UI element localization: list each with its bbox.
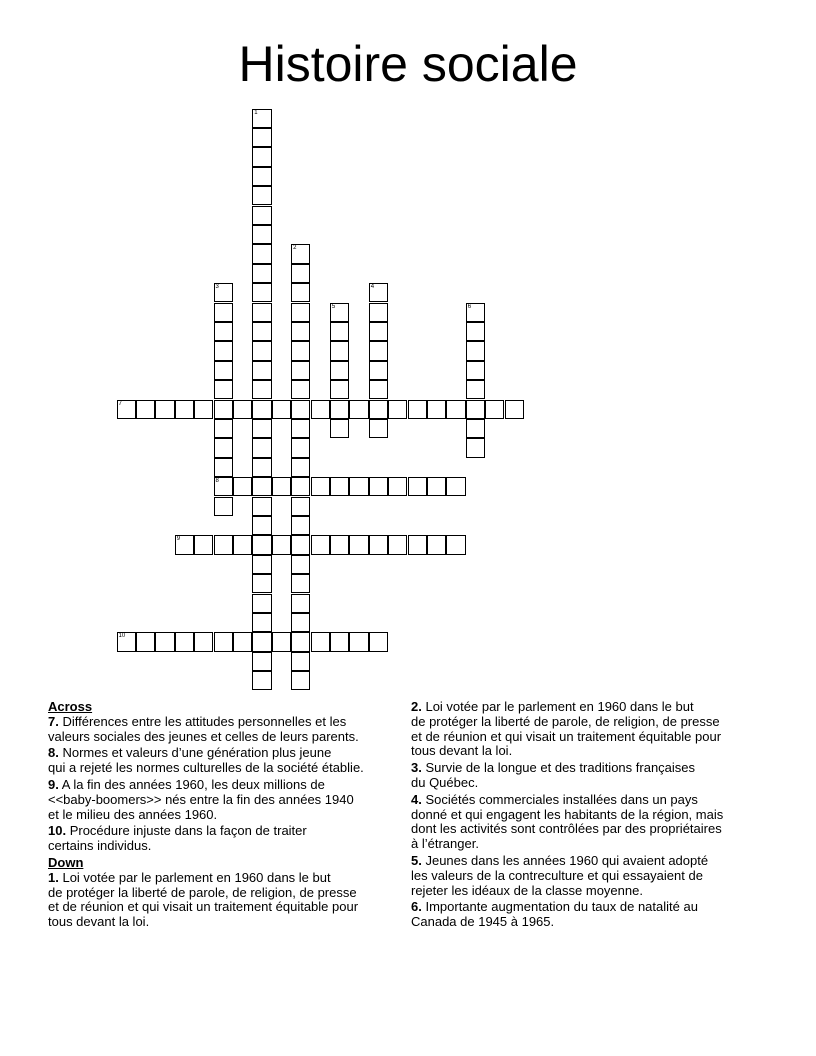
grid-cell[interactable] — [311, 632, 330, 651]
grid-cell[interactable] — [291, 594, 310, 613]
grid-cell[interactable] — [388, 535, 407, 554]
clue-text: Survie de la longue et des traditions françaises — [425, 760, 696, 776]
clue-item — [48, 824, 408, 854]
grid-cell[interactable] — [330, 535, 349, 554]
clue-number: 4 — [370, 284, 375, 291]
grid-cell[interactable] — [136, 632, 155, 651]
grid-cell[interactable] — [194, 400, 213, 419]
grid-cell[interactable] — [291, 671, 310, 690]
grid-cell[interactable] — [291, 477, 310, 496]
grid-cell[interactable] — [233, 535, 252, 554]
clue-number: 2 — [293, 245, 297, 252]
grid-cell[interactable] — [466, 341, 485, 360]
clue-text: Normes et valeurs d’une génération plus jeune — [62, 745, 332, 761]
grid-cell[interactable] — [369, 303, 388, 322]
grid-cell[interactable] — [175, 535, 194, 554]
grid-cell[interactable] — [194, 632, 213, 651]
grid-cell[interactable] — [252, 613, 271, 632]
clue-text: les valeurs de la contreculture et qui essayaient de — [411, 867, 703, 883]
grid-cell[interactable] — [291, 244, 310, 263]
grid-cell[interactable] — [252, 535, 271, 554]
grid-cell[interactable] — [446, 477, 465, 496]
grid-cell[interactable] — [388, 400, 407, 419]
grid-cell[interactable] — [369, 419, 388, 438]
grid-cell[interactable] — [466, 361, 485, 380]
grid-cell[interactable] — [214, 303, 233, 322]
clues-left-column — [48, 700, 408, 932]
clue-number: 1. — [48, 869, 59, 885]
clue-text: Canada de 1945 à 1965. — [411, 914, 555, 930]
grid-cell[interactable] — [214, 458, 233, 477]
grid-cell[interactable] — [291, 438, 310, 457]
grid-cell[interactable] — [311, 400, 330, 419]
clue-text: de protéger la liberté de parole, de religion, de presse — [48, 884, 357, 900]
clue-item — [411, 761, 771, 791]
grid-cell[interactable] — [214, 497, 233, 516]
grid-cell[interactable] — [252, 128, 271, 147]
clue-item — [48, 715, 408, 745]
grid-cell[interactable] — [155, 632, 174, 651]
clue-text: rejeter les idéaux de la classe moyenne. — [411, 882, 643, 898]
grid-cell[interactable] — [252, 303, 271, 322]
grid-cell[interactable] — [330, 632, 349, 651]
grid-cell[interactable] — [214, 438, 233, 457]
grid-cell[interactable] — [330, 400, 349, 419]
clue-text: tous devant la loi. — [411, 743, 513, 759]
grid-cell[interactable] — [117, 632, 136, 651]
grid-cell[interactable] — [214, 341, 233, 360]
clue-number: 10. — [48, 823, 67, 839]
grid-cell[interactable] — [330, 303, 349, 322]
clue-number: 10 — [118, 633, 126, 640]
grid-cell[interactable] — [291, 652, 310, 671]
grid-cell[interactable] — [252, 632, 271, 651]
grid-cell[interactable] — [408, 477, 427, 496]
grid-cell[interactable] — [136, 400, 155, 419]
grid-cell[interactable] — [214, 322, 233, 341]
grid-cell[interactable] — [214, 361, 233, 380]
grid-cell[interactable] — [369, 380, 388, 399]
grid-cell[interactable] — [427, 400, 446, 419]
grid-cell[interactable] — [233, 400, 252, 419]
grid-cell[interactable] — [252, 438, 271, 457]
grid-cell[interactable] — [233, 477, 252, 496]
grid-cell[interactable] — [214, 535, 233, 554]
grid-cell[interactable] — [349, 535, 368, 554]
grid-cell[interactable] — [330, 341, 349, 360]
clue-item — [48, 746, 408, 776]
grid-cell[interactable] — [311, 535, 330, 554]
grid-cell[interactable] — [291, 574, 310, 593]
clue-text: Procédure injuste dans la façon de traiter — [69, 823, 307, 839]
clue-number: 5 — [331, 303, 336, 310]
grid-cell[interactable] — [369, 361, 388, 380]
grid-cell[interactable] — [466, 438, 485, 457]
grid-cell[interactable] — [369, 400, 388, 419]
grid-cell[interactable] — [194, 535, 213, 554]
grid-cell[interactable] — [252, 244, 271, 263]
grid-cell[interactable] — [252, 186, 271, 205]
grid-cell[interactable] — [291, 303, 310, 322]
grid-cell[interactable] — [252, 671, 271, 690]
grid-cell[interactable] — [369, 632, 388, 651]
clue-item — [411, 900, 771, 930]
grid-cell[interactable] — [330, 361, 349, 380]
grid-cell[interactable] — [252, 574, 271, 593]
grid-cell[interactable] — [349, 477, 368, 496]
grid-cell[interactable] — [214, 632, 233, 651]
grid-cell[interactable] — [252, 652, 271, 671]
grid-cell[interactable] — [369, 341, 388, 360]
grid-cell[interactable] — [369, 283, 388, 302]
grid-cell[interactable] — [252, 555, 271, 574]
grid-cell[interactable] — [291, 341, 310, 360]
grid-cell[interactable] — [466, 400, 485, 419]
clue-text: Loi votée par le parlement en 1960 dans le but — [425, 699, 694, 714]
across-clue-list — [48, 715, 408, 854]
clue-number: 1 — [254, 109, 258, 116]
clue-number: 9 — [176, 536, 181, 543]
clue-text: certains individus. — [48, 838, 152, 854]
clue-item — [411, 793, 771, 852]
clue-text: <<baby-boomers>> nés entre la fin des années 1940 — [48, 791, 354, 807]
grid-cell[interactable] — [408, 535, 427, 554]
grid-cell[interactable] — [291, 380, 310, 399]
clue-text: et le milieu des années 1960. — [48, 806, 218, 822]
grid-cell[interactable] — [252, 497, 271, 516]
grid-cell[interactable] — [272, 535, 291, 554]
clue-text: Jeunes dans les années 1960 qui avaient adopté — [425, 852, 709, 868]
grid-cell[interactable] — [175, 632, 194, 651]
clue-number: 3. — [411, 760, 422, 776]
clue-number: 9. — [48, 776, 59, 792]
clue-text: valeurs sociales des jeunes et celles de leurs parents. — [48, 728, 359, 744]
grid-cell[interactable] — [214, 419, 233, 438]
grid-cell[interactable] — [291, 555, 310, 574]
grid-cell[interactable] — [252, 400, 271, 419]
grid-cell[interactable] — [214, 283, 233, 302]
clue-number: 8. — [48, 745, 59, 761]
grid-cell[interactable] — [252, 341, 271, 360]
grid-cell[interactable] — [427, 535, 446, 554]
grid-cell[interactable] — [272, 400, 291, 419]
clue-text: Importante augmentation du taux de natalité au — [425, 899, 698, 915]
grid-cell[interactable] — [252, 594, 271, 613]
grid-cell[interactable] — [252, 225, 271, 244]
clue-number: 7 — [118, 400, 122, 407]
grid-cell[interactable] — [252, 109, 271, 128]
down-heading: Down — [48, 854, 84, 870]
grid-cell[interactable] — [117, 400, 136, 419]
clue-text: dont les activités sont contrôlées par des propriétaires — [411, 821, 722, 837]
grid-cell[interactable] — [291, 283, 310, 302]
grid-cell[interactable] — [388, 477, 407, 496]
grid-cell[interactable] — [291, 516, 310, 535]
grid-cell[interactable] — [311, 477, 330, 496]
grid-cell[interactable] — [466, 303, 485, 322]
grid-cell[interactable] — [446, 535, 465, 554]
grid-cell[interactable] — [214, 477, 233, 496]
clue-number: 8 — [215, 478, 219, 485]
grid-cell[interactable] — [330, 380, 349, 399]
clue-text: Sociétés commerciales installées dans un pays — [425, 791, 698, 807]
grid-cell[interactable] — [214, 400, 233, 419]
clue-number: 5. — [411, 852, 422, 868]
clue-text: donné et qui engagent les habitants de la région, mais — [411, 806, 724, 822]
clue-number: 4. — [411, 791, 422, 807]
clue-number: 2. — [411, 699, 422, 714]
grid-cell[interactable] — [252, 167, 271, 186]
grid-cell[interactable] — [349, 400, 368, 419]
grid-cell[interactable] — [291, 264, 310, 283]
grid-cell[interactable] — [291, 400, 310, 419]
grid-cell[interactable] — [175, 400, 194, 419]
clue-text: A la fin des années 1960, les deux millions de — [61, 776, 325, 792]
down-clue-list — [48, 871, 408, 930]
grid-cell[interactable] — [408, 400, 427, 419]
clue-text: du Québec. — [411, 774, 479, 790]
grid-cell[interactable] — [252, 458, 271, 477]
grid-cell[interactable] — [214, 380, 233, 399]
grid-cell[interactable] — [252, 380, 271, 399]
grid-cell[interactable] — [291, 322, 310, 341]
grid-cell[interactable] — [291, 497, 310, 516]
grid-cell[interactable] — [252, 206, 271, 225]
grid-cell[interactable] — [291, 361, 310, 380]
clue-text: de protéger la liberté de parole, de religion, de presse — [411, 713, 720, 729]
page-title: Histoire sociale — [238, 36, 578, 92]
grid-cell[interactable] — [330, 419, 349, 438]
grid-cell[interactable] — [291, 535, 310, 554]
grid-cell[interactable] — [233, 632, 252, 651]
clue-number: 6. — [411, 899, 422, 915]
clue-number: 7. — [48, 713, 59, 729]
grid-cell[interactable] — [252, 361, 271, 380]
grid-cell[interactable] — [369, 322, 388, 341]
grid-cell[interactable] — [291, 419, 310, 438]
grid-cell[interactable] — [466, 322, 485, 341]
grid-cell[interactable] — [155, 400, 174, 419]
across-heading: Across — [48, 699, 93, 714]
grid-cell[interactable] — [466, 419, 485, 438]
grid-cell[interactable] — [291, 613, 310, 632]
clue-text: et de réunion et qui visait un traitement équitable pour — [411, 728, 722, 744]
clue-item — [48, 778, 408, 822]
grid-cell[interactable] — [485, 400, 504, 419]
grid-cell[interactable] — [466, 380, 485, 399]
clue-item — [411, 700, 771, 759]
grid-cell[interactable] — [252, 283, 271, 302]
grid-cell[interactable] — [349, 632, 368, 651]
clue-item — [411, 854, 771, 898]
grid-cell[interactable] — [369, 477, 388, 496]
clue-item — [48, 871, 408, 930]
clue-text: et de réunion et qui visait un traitement équitable pour — [48, 899, 359, 915]
clue-number: 3 — [215, 284, 219, 291]
grid-cell[interactable] — [446, 400, 465, 419]
grid-cell[interactable] — [272, 632, 291, 651]
grid-cell[interactable] — [252, 322, 271, 341]
grid-cell[interactable] — [505, 400, 524, 419]
grid-cell[interactable] — [252, 264, 271, 283]
clue-text: Loi votée par le parlement en 1960 dans le but — [62, 869, 331, 885]
clue-text: à l’étranger. — [411, 836, 479, 852]
grid-cell[interactable] — [252, 516, 271, 535]
grid-cell[interactable] — [291, 632, 310, 651]
clues-right-column — [411, 700, 771, 932]
grid-cell[interactable] — [330, 322, 349, 341]
grid-cell[interactable] — [330, 477, 349, 496]
grid-cell[interactable] — [427, 477, 446, 496]
clue-text: qui a rejeté les normes culturelles de la société établie. — [48, 760, 364, 776]
down-clue-list-continued — [411, 700, 771, 930]
grid-cell[interactable] — [252, 147, 271, 166]
grid-cell[interactable] — [291, 458, 310, 477]
clue-text: tous devant la loi. — [48, 914, 150, 930]
grid-cell[interactable] — [369, 535, 388, 554]
clue-text: Différences entre les attitudes personnelles et les — [62, 713, 347, 729]
grid-cell[interactable] — [252, 419, 271, 438]
grid-cell[interactable] — [272, 477, 291, 496]
clue-number: 6 — [467, 303, 472, 310]
grid-cell[interactable] — [252, 477, 271, 496]
